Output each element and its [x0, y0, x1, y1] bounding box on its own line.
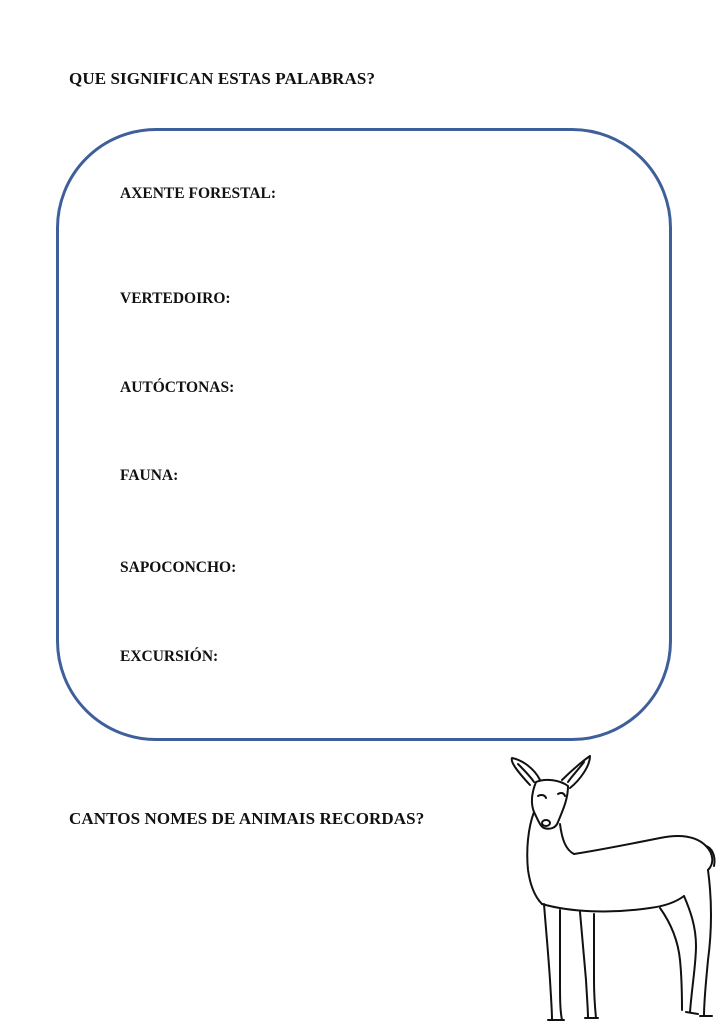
term-autoctonas: AUTÓCTONAS: — [120, 379, 235, 396]
question-meanings: QUE SIGNIFICAN ESTAS PALABRAS? — [69, 69, 376, 88]
term-axente-forestal: AXENTE FORESTAL: — [120, 185, 277, 202]
term-excursion: EXCURSIÓN: — [120, 648, 219, 665]
deer-icon — [500, 750, 725, 1024]
term-vertedoiro: VERTEDOIRO: — [120, 290, 231, 307]
term-fauna: FAUNA: — [120, 467, 179, 484]
question-animal-names: CANTOS NOMES DE ANIMAIS RECORDAS? — [69, 809, 425, 828]
term-sapoconcho: SAPOCONCHO: — [120, 559, 237, 576]
